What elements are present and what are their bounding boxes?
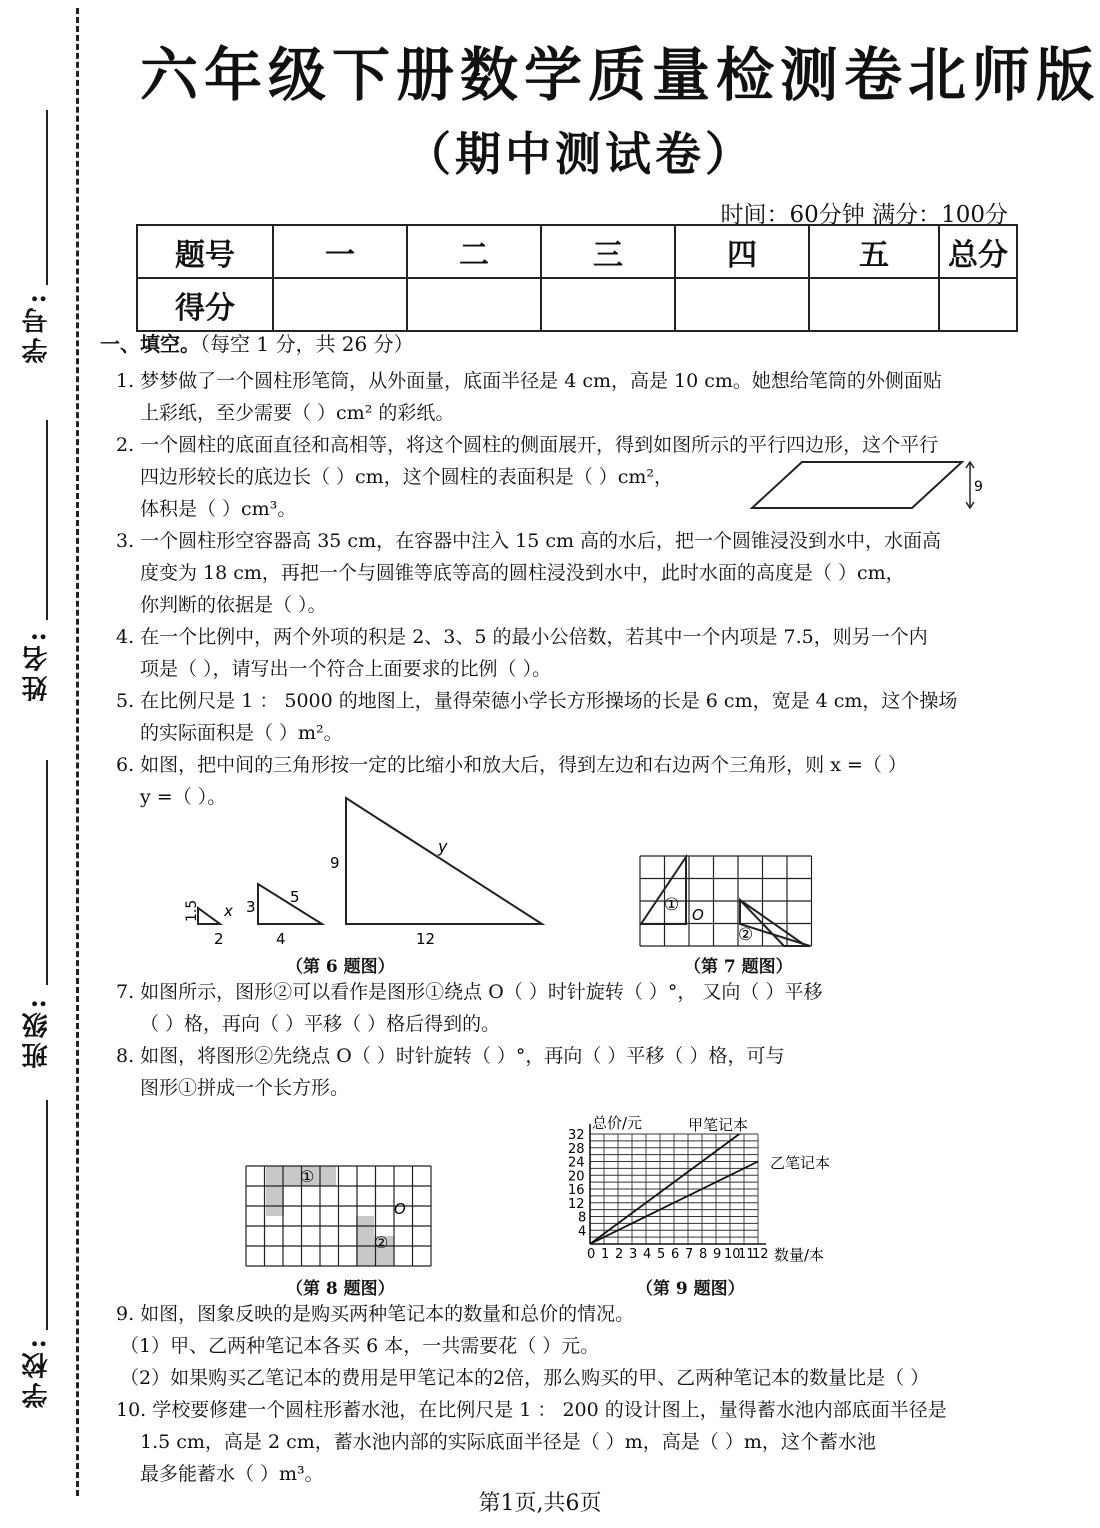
small-triangle bbox=[198, 908, 220, 924]
school-line bbox=[46, 1100, 48, 1330]
series-label-yi: 乙笔记本 bbox=[770, 1154, 831, 1172]
question-7-line2: （ ）格，再向（ ）平移（ ）格后得到的。 bbox=[140, 1013, 501, 1035]
shape-1-label: ① bbox=[300, 1167, 315, 1186]
chart-x-tick-label: 4 bbox=[643, 1247, 652, 1262]
table-cell: 三 bbox=[541, 225, 675, 278]
question-5-line2: 的实际面积是（ ）m²。 bbox=[140, 722, 343, 744]
question-10-line3: 最多能蓄水（ ）m³。 bbox=[140, 1463, 324, 1485]
question-4-line1: 4. 在一个比例中，两个外项的积是 2、3、5 的最小公倍数，若其中一个内项是 7.5，则另一个内 bbox=[116, 626, 928, 648]
fig6-caption: （第 6 题图） bbox=[286, 957, 395, 977]
chart-x-tick-label: 12 bbox=[752, 1247, 769, 1262]
score-table-score-row bbox=[137, 278, 1017, 331]
chart-y-tick-label: 28 bbox=[568, 1141, 585, 1157]
fig7-caption: （第 7 题图） bbox=[684, 957, 793, 977]
question-6-line1: 6. 如图，把中间的三角形按一定的比缩小和放大后，得到左边和右边两个三角形，则 x =（ ） bbox=[116, 754, 907, 776]
question-2-line3: 体积是（ ）cm³。 bbox=[140, 498, 297, 520]
chart-x-tick-label: 7 bbox=[685, 1247, 694, 1262]
large-triangle bbox=[346, 798, 542, 924]
binding-dashed-line bbox=[76, 8, 79, 1496]
question-9-line1: 9. 如图，图象反映的是购买两种笔记本的数量和总价的情况。 bbox=[116, 1303, 635, 1325]
medium-triangle-hyp: 5 bbox=[290, 888, 300, 906]
small-triangle-base: 2 bbox=[214, 930, 224, 948]
q8-grid-figure bbox=[244, 1164, 434, 1270]
medium-triangle-base: 4 bbox=[276, 930, 286, 948]
chart-x-tick-label: 8 bbox=[699, 1247, 708, 1262]
question-1-line1: 1. 梦梦做了一个圆柱形笔筒，从外面量，底面半径是 4 cm，高是 10 cm。她想给笔筒的外侧面贴 bbox=[116, 370, 942, 392]
question-9-part1: （1）甲、乙两种笔记本各买 6 本，一共需要花（ ）元。 bbox=[120, 1335, 600, 1357]
chart-y-tick-label: 4 bbox=[578, 1224, 587, 1240]
large-triangle-height: 9 bbox=[330, 854, 340, 872]
parallelogram-shape bbox=[752, 462, 962, 508]
q7-grid-figure bbox=[638, 854, 814, 950]
section-title: 一、填空。 bbox=[100, 332, 200, 356]
name-label: 姓名: bbox=[22, 628, 52, 702]
question-2-line2: 四边形较长的底边长（ ）cm，这个圆柱的表面积是（ ）cm²， bbox=[140, 466, 674, 488]
point-o-label: O bbox=[692, 906, 704, 924]
fig9-caption: （第 9 题图） bbox=[636, 1279, 745, 1299]
shape-2-label: ② bbox=[374, 1233, 389, 1252]
page-footer: 第1页,共6页 bbox=[478, 1491, 602, 1516]
chart-y-tick-label: 12 bbox=[568, 1196, 585, 1212]
table-cell: 四 bbox=[675, 225, 809, 278]
series-label-jia: 甲笔记本 bbox=[688, 1116, 749, 1134]
questions-area-3 bbox=[100, 1298, 975, 1490]
shape-1-label: ① bbox=[664, 895, 680, 915]
score-input-cell[interactable] bbox=[541, 278, 675, 331]
q2-parallelogram-figure bbox=[748, 458, 983, 514]
question-8-line2: 图形①拼成一个长方形。 bbox=[140, 1077, 350, 1099]
table-cell: 五 bbox=[809, 225, 939, 278]
question-4-line2: 项是（ ），请写出一个符合上面要求的比例（ ）。 bbox=[140, 658, 552, 680]
chart-xlabel: 数量/本 bbox=[774, 1246, 825, 1264]
school-label: 学校: bbox=[22, 1335, 52, 1409]
score-input-cell[interactable] bbox=[675, 278, 809, 331]
chart-x-tick-label: 10 bbox=[724, 1247, 741, 1262]
question-3-line2: 度变为 18 cm，再把一个与圆锥等底等高的圆柱浸没到水中，此时水面的高度是（ ）cm， bbox=[140, 562, 905, 584]
chart-x-tick-label: 6 bbox=[671, 1247, 680, 1262]
page-title: 六年级下册数学质量检测卷北师版 bbox=[140, 41, 1100, 109]
chart-y-tick-label: 24 bbox=[568, 1155, 585, 1171]
chart-x-tick-label: 11 bbox=[738, 1247, 755, 1262]
shape-1-left bbox=[266, 1186, 284, 1216]
chart-x-tick-label: 5 bbox=[657, 1247, 666, 1262]
questions-area-2 bbox=[100, 976, 975, 1104]
class-label: 班级: bbox=[22, 995, 52, 1069]
score-input-cell[interactable] bbox=[407, 278, 541, 331]
chart-x-tick-label: 3 bbox=[629, 1247, 638, 1262]
table-cell: 题号 bbox=[137, 225, 273, 278]
score-input-cell[interactable] bbox=[939, 278, 1017, 331]
question-10-line2: 1.5 cm，高是 2 cm，蓄水池内部的实际底面半径是（ ）m，高是（ ）m，这个蓄水池 bbox=[140, 1431, 876, 1453]
chart-y-tick-label: 32 bbox=[568, 1128, 585, 1143]
chart-y-tick-label: 16 bbox=[568, 1183, 585, 1198]
parallelogram-height-label: 9 bbox=[974, 479, 983, 495]
question-8-line1: 8. 如图，将图形②先绕点 O（ ）时针旋转（ ）°，再向（ ）平移（ ）格，可与 bbox=[116, 1045, 785, 1067]
table-cell: 二 bbox=[407, 225, 541, 278]
table-cell: 一 bbox=[273, 225, 407, 278]
chart-y-tick-label: 20 bbox=[568, 1169, 585, 1185]
question-3-line1: 3. 一个圆柱形空容器高 35 cm，在容器中注入 15 cm 高的水后，把一个圆锥浸没到水中，水面高 bbox=[116, 530, 942, 552]
score-input-cell[interactable] bbox=[809, 278, 939, 331]
question-6-line2: y =（ ）。 bbox=[140, 786, 227, 808]
question-2-line1: 2. 一个圆柱的底面直径和高相等，将这个圆柱的侧面展开，得到如图所示的平行四边形，这个平行 bbox=[116, 434, 939, 456]
student-no-line bbox=[46, 110, 48, 285]
chart-x-tick-label: 2 bbox=[615, 1247, 624, 1262]
score-input-cell[interactable] bbox=[273, 278, 407, 331]
class-line bbox=[46, 760, 48, 985]
chart-grid bbox=[590, 1124, 766, 1244]
table-cell: 总分 bbox=[939, 225, 1017, 278]
table-cell: 得分 bbox=[137, 278, 273, 331]
small-triangle-hyp: x bbox=[224, 902, 233, 920]
medium-triangle-height: 3 bbox=[246, 898, 256, 916]
question-9-part2: （2）如果购买乙笔记本的费用是甲笔记本的2倍，那么购买的甲、乙两种笔记本的数量比是（ ） bbox=[120, 1367, 930, 1389]
question-7-line1: 7. 如图所示，图形②可以看作是图形①绕点 O（ ）时针旋转（ ）°， 又向（ ）平移 bbox=[116, 981, 823, 1003]
question-10-line1: 10. 学校要修建一个圆柱形蓄水池，在比例尺是 1 ： 200 的设计图上，量得蓄水池内部底面半径是 bbox=[116, 1399, 947, 1421]
q9-line-chart bbox=[560, 1108, 850, 1270]
question-1-line2: 上彩纸，至少需要（ ）cm² 的彩纸。 bbox=[140, 402, 455, 424]
time-info: 时间：60分钟 满分：100分 bbox=[720, 202, 1008, 228]
chart-x-tick-label: 1 bbox=[601, 1247, 610, 1262]
section-heading bbox=[100, 328, 975, 357]
q6-triangles-figure bbox=[180, 790, 560, 952]
questions-area bbox=[100, 326, 975, 813]
small-triangle-height: 1.5 bbox=[184, 899, 200, 922]
large-triangle-base: 12 bbox=[416, 930, 436, 948]
fig8-caption: （第 8 题图） bbox=[286, 1279, 395, 1299]
score-table bbox=[136, 224, 1018, 332]
page-subtitle: （期中测试卷） bbox=[405, 127, 755, 181]
chart-x-tick-label: 0 bbox=[587, 1247, 596, 1262]
score-table-header-row bbox=[137, 225, 1017, 278]
large-triangle-hyp: y bbox=[438, 837, 448, 856]
student-no-label: 学号: bbox=[22, 290, 52, 364]
question-5-line1: 5. 在比例尺是 1 ： 5000 的地图上，量得荣德小学长方形操场的长是 6 cm，宽是 4 cm，这个操场 bbox=[116, 690, 958, 712]
chart-y-tick-label: 8 bbox=[578, 1210, 587, 1226]
point-o-label: O bbox=[394, 1200, 406, 1218]
name-line bbox=[46, 420, 48, 620]
section-points: （每空 1 分，共 26 分） bbox=[200, 332, 414, 356]
shape-2-label: ② bbox=[738, 925, 754, 945]
chart-ylabel: 总价/元 bbox=[592, 1114, 643, 1132]
chart-x-tick-label: 9 bbox=[713, 1247, 722, 1262]
question-3-line3: 你判断的依据是（ ）。 bbox=[140, 594, 327, 616]
